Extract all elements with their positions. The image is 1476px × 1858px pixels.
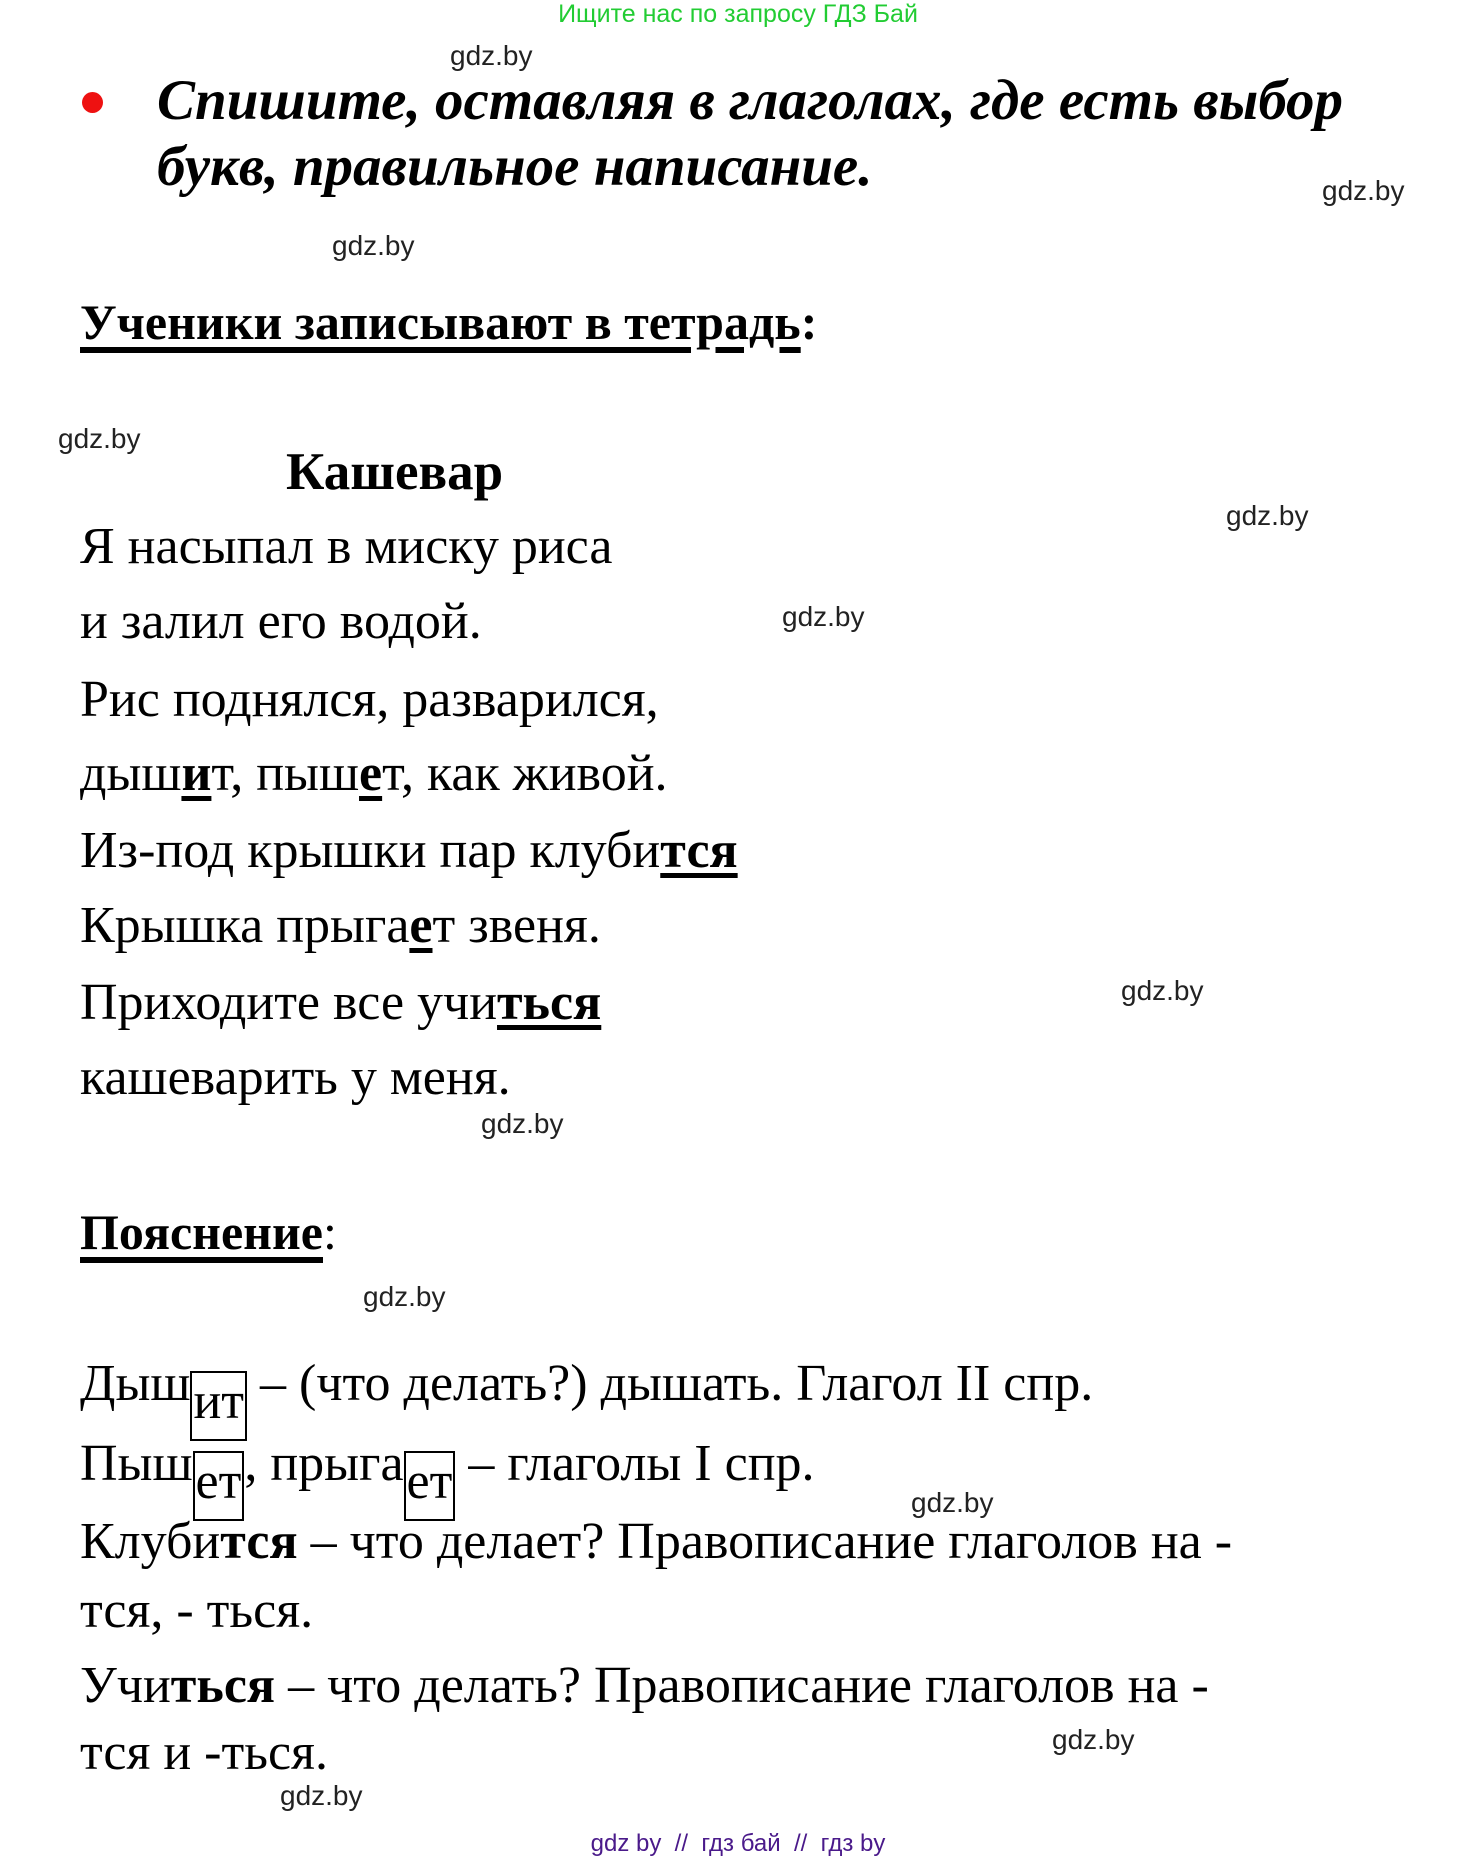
explanation-line: Клубится – что делает? Правописание глаголов на - bbox=[80, 1513, 1233, 1570]
bullet-icon bbox=[82, 92, 103, 113]
explanation-line: Дышит – (что делать?) дышать. Глагол II спр. bbox=[80, 1354, 1093, 1441]
poem-line: Крышка прыгает звеня. bbox=[80, 897, 601, 954]
explanation-line: Учиться – что делать? Правописание глаголов на - bbox=[80, 1657, 1209, 1714]
watermark: gdz.by bbox=[280, 1780, 363, 1811]
footer-links: gdz by // гдз бай // гдз by bbox=[590, 1830, 886, 1857]
bold-ending: тся bbox=[220, 1513, 298, 1570]
explanation-heading: Пояснение: bbox=[80, 1204, 337, 1260]
highlighted-ending: и bbox=[181, 745, 212, 802]
boxed-ending: ет bbox=[193, 1451, 245, 1521]
notebook-heading: Ученики записывают в тетрадь: bbox=[80, 294, 818, 350]
poem-title: Кашевар bbox=[286, 443, 504, 501]
poem-line: Из-под крышки пар клубится bbox=[80, 822, 738, 879]
notebook-heading-text: Ученики записывают в тетрадь bbox=[80, 294, 801, 350]
task-line-1: Спишите, оставляя в глаголах, где есть выбор bbox=[157, 69, 1344, 132]
highlighted-ending: е bbox=[359, 745, 383, 802]
watermark: gdz.by bbox=[1322, 175, 1405, 206]
highlighted-ending: е bbox=[409, 897, 433, 954]
explanation-line: тся и -ться. bbox=[80, 1724, 328, 1781]
boxed-ending: ет bbox=[404, 1451, 456, 1521]
watermark: gdz.by bbox=[1226, 500, 1309, 531]
watermark: gdz.by bbox=[782, 601, 865, 632]
watermark: gdz.by bbox=[332, 230, 415, 261]
watermark: gdz.by bbox=[911, 1487, 994, 1518]
poem-line: и залил его водой. bbox=[80, 593, 482, 650]
search-banner: Ищите нас по запросу ГДЗ Бай bbox=[558, 0, 918, 28]
explanation-heading-text: Пояснение bbox=[80, 1204, 323, 1260]
bold-ending: ться bbox=[170, 1657, 276, 1714]
boxed-ending: ит bbox=[190, 1371, 247, 1441]
watermark: gdz.by bbox=[481, 1108, 564, 1139]
poem-line: Приходите все учиться bbox=[80, 974, 602, 1031]
task-line-2: букв, правильное написание. bbox=[157, 135, 873, 198]
watermark: gdz.by bbox=[58, 423, 141, 454]
poem-line: дышит, пышет, как живой. bbox=[80, 745, 668, 802]
watermark: gdz.by bbox=[1121, 975, 1204, 1006]
watermark: gdz.by bbox=[363, 1281, 446, 1312]
poem-line: кашеварить у меня. bbox=[80, 1049, 511, 1106]
highlighted-ending: ться bbox=[497, 974, 602, 1031]
poem-line: Рис поднялся, разварился, bbox=[80, 671, 659, 728]
watermark: gdz.by bbox=[450, 40, 533, 71]
explanation-line: Пышет, прыгает – глаголы I спр. bbox=[80, 1434, 815, 1521]
watermark: gdz.by bbox=[1052, 1724, 1135, 1755]
highlighted-ending: тся bbox=[660, 822, 738, 879]
explanation-line: тся, - ться. bbox=[80, 1582, 314, 1639]
poem-line: Я насыпал в миску риса bbox=[80, 518, 613, 575]
